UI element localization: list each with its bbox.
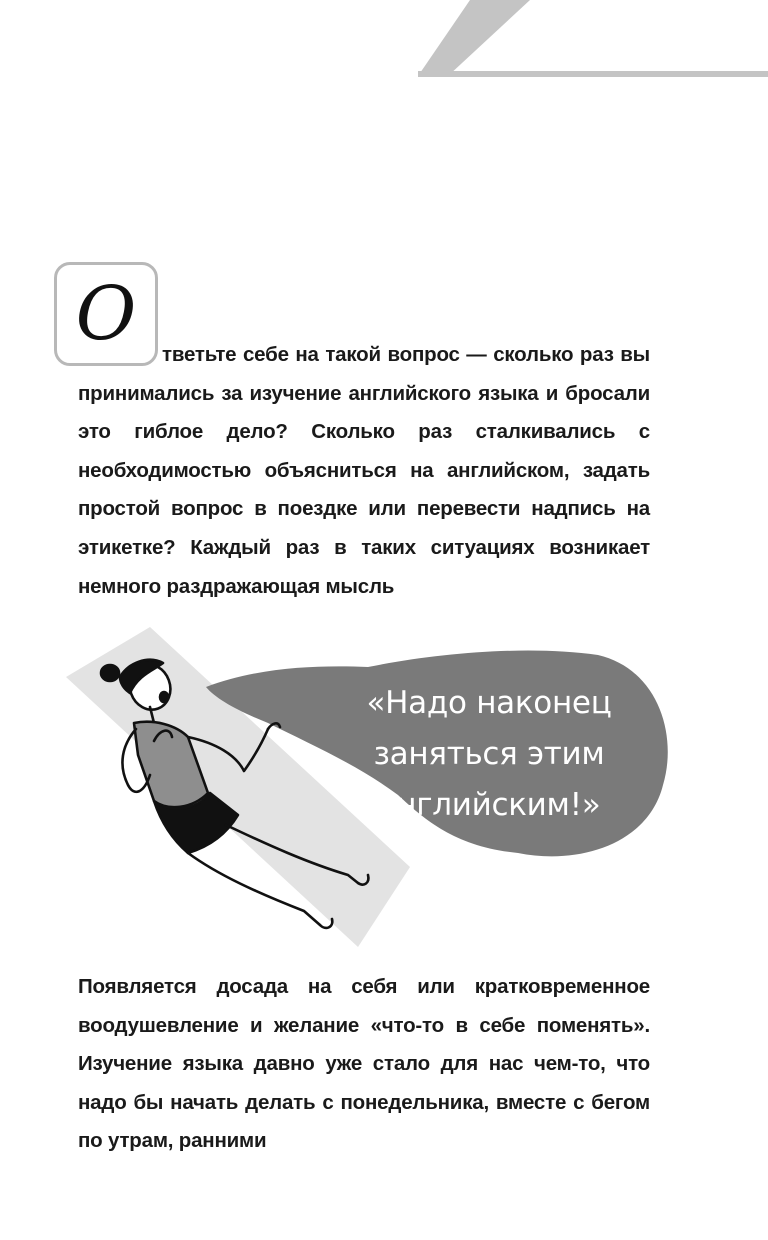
- corner-decoration: [0, 0, 768, 90]
- intro-paragraph: тветьте себе на такой вопрос — сколько раз вы принимались за изучение английского языка и бросали это гиблое дело? Сколько раз сталкивались с необходимостью объясниться на английском, задать простой вопрос в поездке или перевести надпись на этикетке? Каждый раз в таких ситуациях возникает немного раздражающая мысль: [78, 343, 650, 598]
- drop-cap: О: [54, 262, 158, 366]
- second-paragraph: Появляется досада на себя или кратковременное воодушевление и желание «что-то в себе поменять». Изучение языка давно уже стало для нас чем-то, что надо бы начать делать с понедельника, вместе с бегом по утрам, ранними: [78, 975, 650, 1153]
- speech-line-2: заняться этим: [373, 736, 605, 772]
- speech-bubble-text: [360, 678, 618, 831]
- speech-line-1: «Надо наконец: [366, 685, 612, 721]
- speech-line-3: английским!»: [377, 787, 601, 823]
